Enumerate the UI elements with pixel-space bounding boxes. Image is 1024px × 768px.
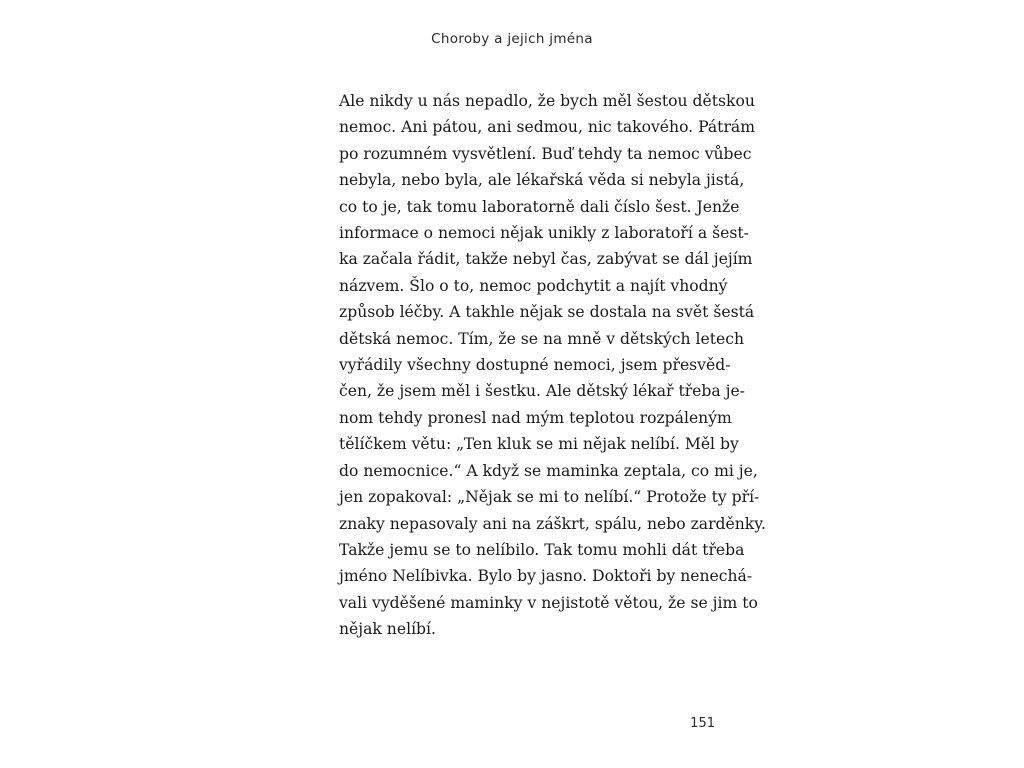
text-line: Takže jemu se to nelíbilo. Tak tomu mohli dát třeba <box>339 540 745 559</box>
text-line: informace o nemoci nějak unikly z laboratoří a šest- <box>339 224 749 243</box>
text-line: ka začala řádit, takže nebyl čas, zabývat se dál jejím <box>339 250 753 269</box>
text-line: dětská nemoc. Tím, že se na mně v dětských letech <box>339 329 744 348</box>
text-line: vali vyděšené maminky v nejistotě větou, že se jim to <box>339 593 758 612</box>
text-line: co to je, tak tomu laboratorně dali číslo šest. Jenže <box>339 197 740 216</box>
text-line: nemoc. Ani pátou, ani sedmou, nic takového. Pátrám <box>339 118 755 137</box>
text-line: jen zopakoval: „Nějak se mi to nelíbí.“ Protože ty pří- <box>339 488 760 507</box>
text-line: nom tehdy pronesl nad mým teplotou rozpáleným <box>339 408 732 427</box>
text-line: způsob léčby. A takhle nějak se dostala na svět šestá <box>339 303 755 322</box>
text-line: Ale nikdy u nás nepadlo, že bych měl šestou dětskou <box>339 92 755 110</box>
body-paragraph <box>339 88 766 643</box>
text-line: vyřádily všechny dostupné nemoci, jsem přesvěd- <box>339 356 731 375</box>
text-line: nebyla, nebo byla, ale lékařská věda si nebyla jistá, <box>339 171 745 190</box>
text-line: tělíčkem větu: „Ten kluk se mi nějak nelíbí. Měl by <box>339 435 739 454</box>
text-line: do nemocnice.“ A když se maminka zeptala, co mi je, <box>339 461 758 480</box>
text-line: jméno Nelíbivka. Bylo by jasno. Doktoři by nenechá- <box>339 567 753 586</box>
text-line: nějak nelíbí. <box>339 620 436 639</box>
text-line: čen, že jsem měl i šestku. Ale dětský lékař třeba je- <box>339 382 745 401</box>
page-number: 151 <box>690 716 715 731</box>
text-line: po rozumném vysvětlení. Buď tehdy ta nemoc vůbec <box>339 144 752 163</box>
running-head-title: Choroby a jejich jména <box>431 31 593 47</box>
text-line: názvem. Šlo o to, nemoc podchytit a najít vhodný <box>339 276 728 295</box>
text-line: znaky nepasovaly ani na záškrt, spálu, nebo zarděnky. <box>339 514 766 533</box>
